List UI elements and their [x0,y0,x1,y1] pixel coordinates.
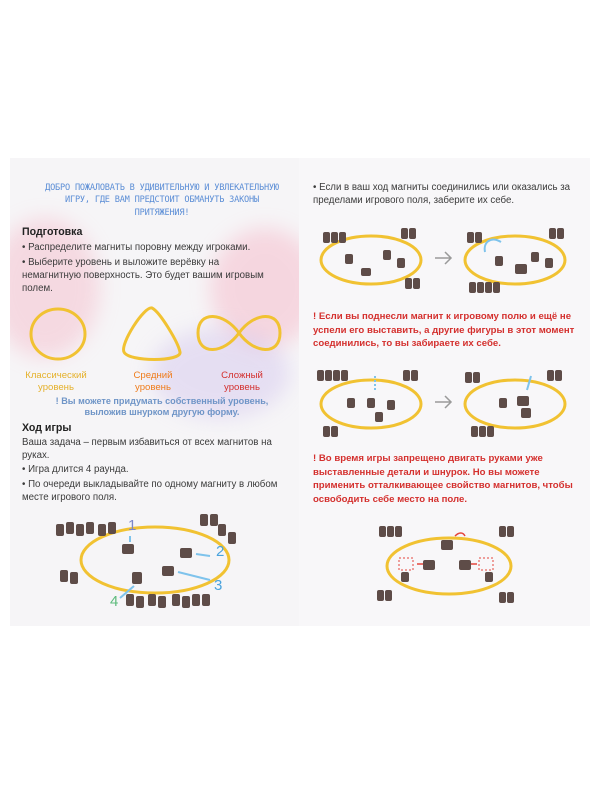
circle-rope-level [28,304,90,364]
right-arrow-icon [435,396,451,408]
level-label-classic: Классический уровень [25,370,87,393]
placed-magnet [180,548,192,558]
repel-diagram [369,522,529,612]
task-text: Ваша задача – первым избавиться от всех магнитов на руках. [22,437,272,461]
hands-warning: ! Во время игры запрещено двигать руками уже выставленные детали и шнурок. Но вы можете применить отталкивающее свойство магнитов, чтобы освободить себе место на поле. [313,453,573,505]
level-label-hard: Сложный уровень [221,370,263,393]
placement-item: • По очереди выкладывайте по одному магниту в любом месте игрового поля. [22,479,278,503]
gameplay-heading: Ход игры [22,422,72,434]
figure-eight-rope-level [194,304,284,362]
step-number: 3 [214,577,223,594]
connect-warning-diagram [305,364,585,444]
collect-rule: • Если в ваш ход магниты соединились или оказались за пределами игрового поля, заберите их себе. [313,182,571,206]
prep-item-text: Распределите магниты поровну между игроками. [28,242,251,253]
step-number: 4 [110,593,119,610]
placed-magnet [162,566,174,576]
level-label-medium: Средний уровень [133,370,173,393]
left-page [10,158,300,626]
placement-item-text: По очереди выкладывайте по одному магниту в любом месте игрового поля. [22,479,278,503]
connect-warning: ! Если вы поднесли магнит к игровому полю и ещё не успели его выставить, а другие фигуры в этот момент соединились, то вы забираете их себе. [313,311,575,350]
placed-magnet [132,572,142,584]
step-number: 2 [216,543,225,560]
right-page [299,158,590,626]
prep-heading: Подготовка [22,226,83,238]
custom-level-hint: ! Вы можете придумать собственный уровень, выложив шнурком другую форму. [55,396,269,418]
gameplay-illustration [50,510,270,614]
prep-item-text: Выберите уровень и выложите верёвку на немагнитную поверхность. Это будет вашим игровым полем. [22,257,264,294]
rules-booklet [10,158,590,626]
rope-field [81,527,229,593]
prep-item: • Распределите магниты поровну между игроками. [22,242,251,253]
collect-rule-text: Если в ваш ход магниты соединились или оказались за пределами игрового поля, заберите их себе. [313,182,571,206]
collect-rule-diagram [305,222,585,300]
step-number: 1 [128,517,137,534]
intro-text: ДОБРО ПОЖАЛОВАТЬ В УДИВИТЕЛЬНУЮ И УВЛЕКАТЕЛЬНУЮ ИГРУ, ГДЕ ВАМ ПРЕДСТОИТ ОБМАНУТЬ ЗАКОНЫ ПРИТЯЖЕНИЯ! [45,183,279,218]
rounds-item: • Игра длится 4 раунда. [22,464,129,475]
triangle-rope-level [118,302,186,364]
placed-magnet [122,544,134,554]
prep-item: • Выберите уровень и выложите верёвку на немагнитную поверхность. Это будет вашим игровым полем. [22,257,264,294]
right-arrow-icon [435,252,451,264]
rounds-item-text: Игра длится 4 раунда. [28,464,129,475]
